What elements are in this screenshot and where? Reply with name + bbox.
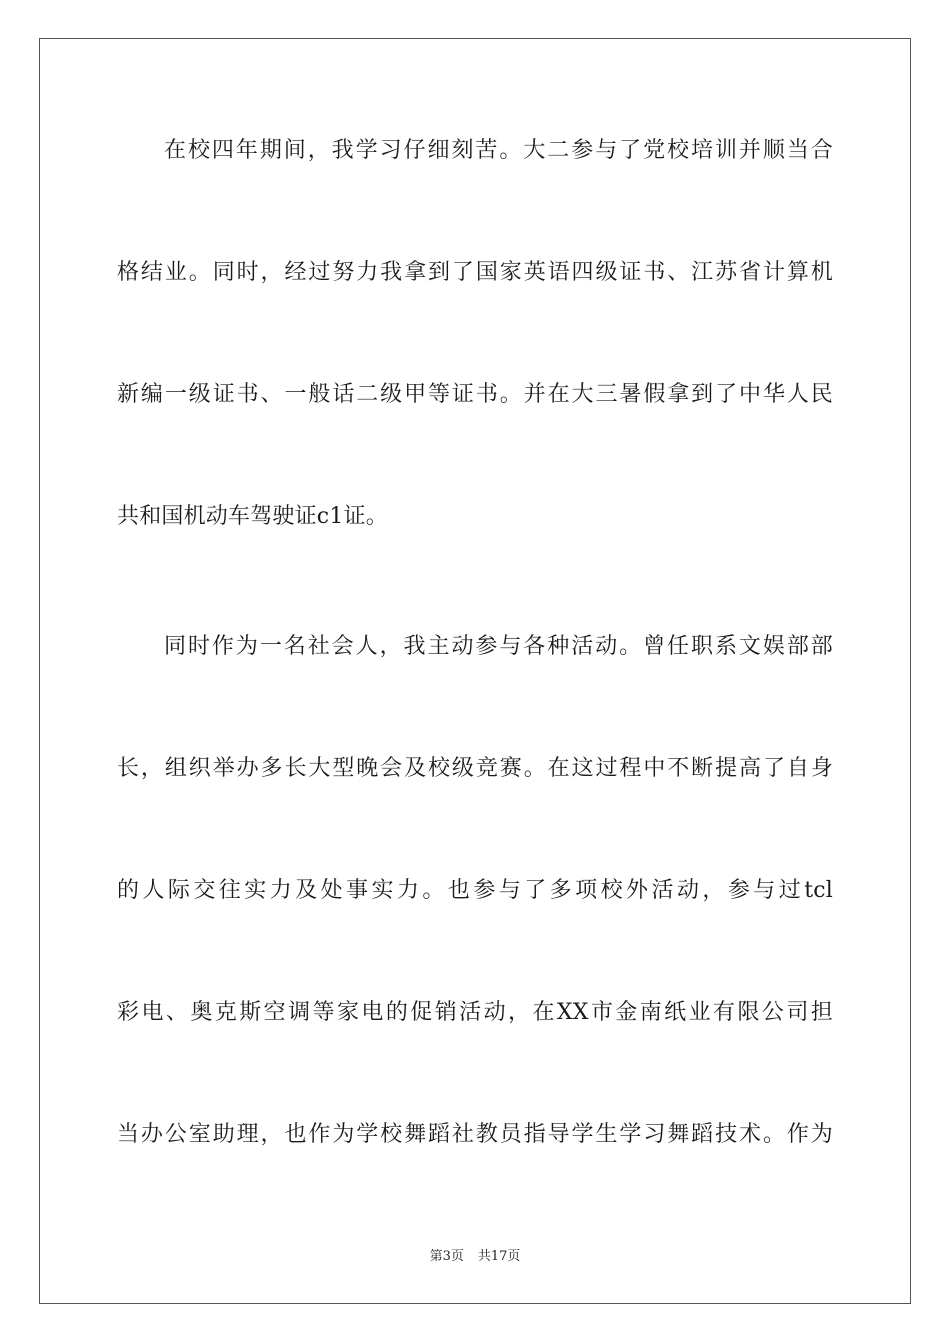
paragraph-2-line-3: 的人际交往实力及处事实力。也参与了多项校外活动，参与过tcl: [117, 878, 833, 903]
paragraph-1-line-2: 格结业。同时，经过努力我拿到了国家英语四级证书、江苏省计算机: [117, 260, 833, 285]
page-number: 第3页: [429, 1249, 464, 1264]
paragraph-2-line-2: 长，组织举办多长大型晚会及校级竞赛。在这过程中不断提高了自身: [117, 756, 833, 781]
paragraph-1-line-3: 新编一级证书、一般话二级甲等证书。并在大三暑假拿到了中华人民: [117, 382, 833, 407]
page-frame: [39, 38, 911, 1304]
paragraph-2-line-1: 同时作为一名社会人，我主动参与各种活动。曾任职系文娱部部: [164, 634, 833, 659]
paragraph-1-line-4: 共和国机动车驾驶证c1证。: [117, 504, 388, 529]
paragraph-1-line-1: 在校四年期间，我学习仔细刻苦。大二参与了党校培训并顺当合: [164, 138, 833, 163]
paragraph-2-line-5: 当办公室助理，也作为学校舞蹈社教员指导学生学习舞蹈技术。作为: [117, 1122, 833, 1147]
page-footer: [0, 1248, 950, 1266]
paragraph-2-line-4: 彩电、奥克斯空调等家电的促销活动，在XX市金南纸业有限公司担: [117, 1000, 833, 1025]
page-total: 共17页: [477, 1249, 521, 1264]
